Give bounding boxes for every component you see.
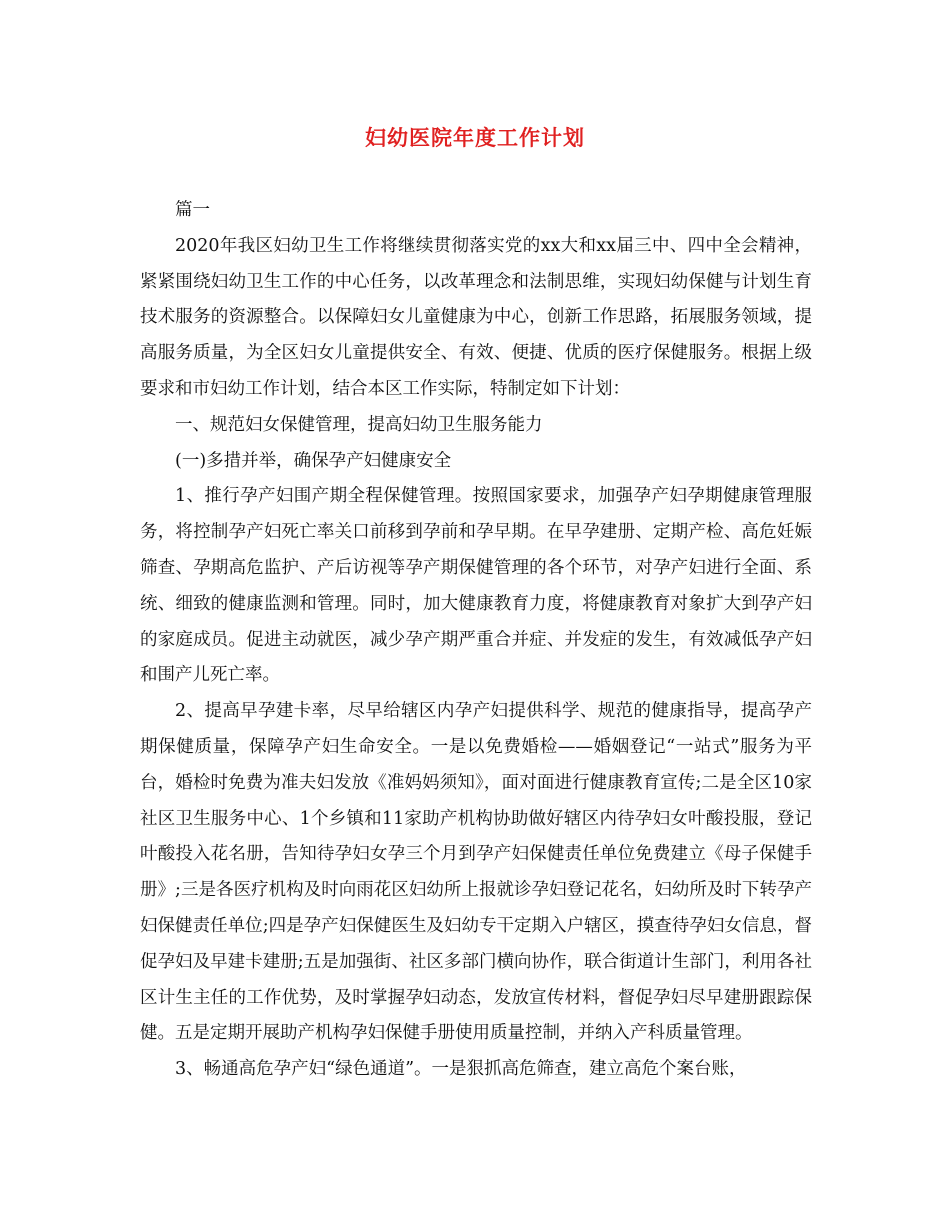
paragraph: 1、推行孕产妇围产期全程保健管理。按照国家要求，加强孕产妇孕期健康管理服务，将控制孕产妇死亡率关口前移到孕前和孕早期。在早孕建册、定期产检、高危妊娠筛查、孕期高危监护、产后访视等孕产期保健管理的各个环节，对孕产妇进行全面、系统、细致的健康监测和管理。同时，加大健康教育力度，将健康教育对象扩大到孕产妇的家庭成员。促进主动就医，减少孕产期严重合并症、并发症的发生，有效减低孕产妇和围产儿死亡率。 [140, 486, 812, 686]
paragraph: 2、提高早孕建卡率，尽早给辖区内孕产妇提供科学、规范的健康指导，提高孕产期保健质量，保障孕产妇生命安全。一是以免费婚检——婚姻登记“一站式”服务为平台，婚检时免费为准夫妇发放《准妈妈须知》，面对面进行健康教育宣传;二是全区10家社区卫生服务中心、1个乡镇和11家助产机构协助做好辖区内待孕妇女叶酸投服，登记叶酸投入花名册，告知待孕妇女孕三个月到孕产妇保健责任单位免费建立《母子保健手册》;三是各医疗机构及时向雨花区妇幼所上报就诊孕妇登记花名，妇幼所及时下转孕产妇保健责任单位;四是孕产妇保健医生及妇幼专干定期入户辖区，摸查待孕妇女信息，督促孕妇及早建卡建册;五是加强街、社区多部门横向协作，联合街道计生部门，利用各社区计生主任的工作优势，及时掌握孕妇动态，发放宣传材料，督促孕妇尽早建册跟踪保健。五是定期开展助产机构孕妇保健手册使用质量控制，并纳入产科质量管理。 [140, 701, 812, 1044]
document-body [140, 193, 812, 1088]
document-title: 妇幼医院年度工作计划 [365, 126, 585, 150]
section-heading: 篇一 [175, 200, 210, 220]
paragraph: 2020年我区妇幼卫生工作将继续贯彻落实党的xx大和xx届三中、四中全会精神，紧紧围绕妇幼卫生工作的中心任务，以改革理念和法制思维，实现妇幼保健与计划生育技术服务的资源整合。以保障妇女儿童健康为中心，创新工作思路，拓展服务领域，提高服务质量，为全区妇女儿童提供安全、有效、便捷、优质的医疗保健服务。根据上级要求和市妇幼工作计划，结合本区工作实际，特制定如下计划： [140, 235, 812, 399]
paragraph: (一)多措并举，确保孕产妇健康安全 [175, 450, 452, 471]
paragraph: 3、畅通高危孕产妇“绿色通道”。一是狠抓高危筛查，建立高危个案台账， [175, 1059, 747, 1080]
paragraph: 一、规范妇女保健管理，提高妇幼卫生服务能力 [175, 414, 543, 435]
